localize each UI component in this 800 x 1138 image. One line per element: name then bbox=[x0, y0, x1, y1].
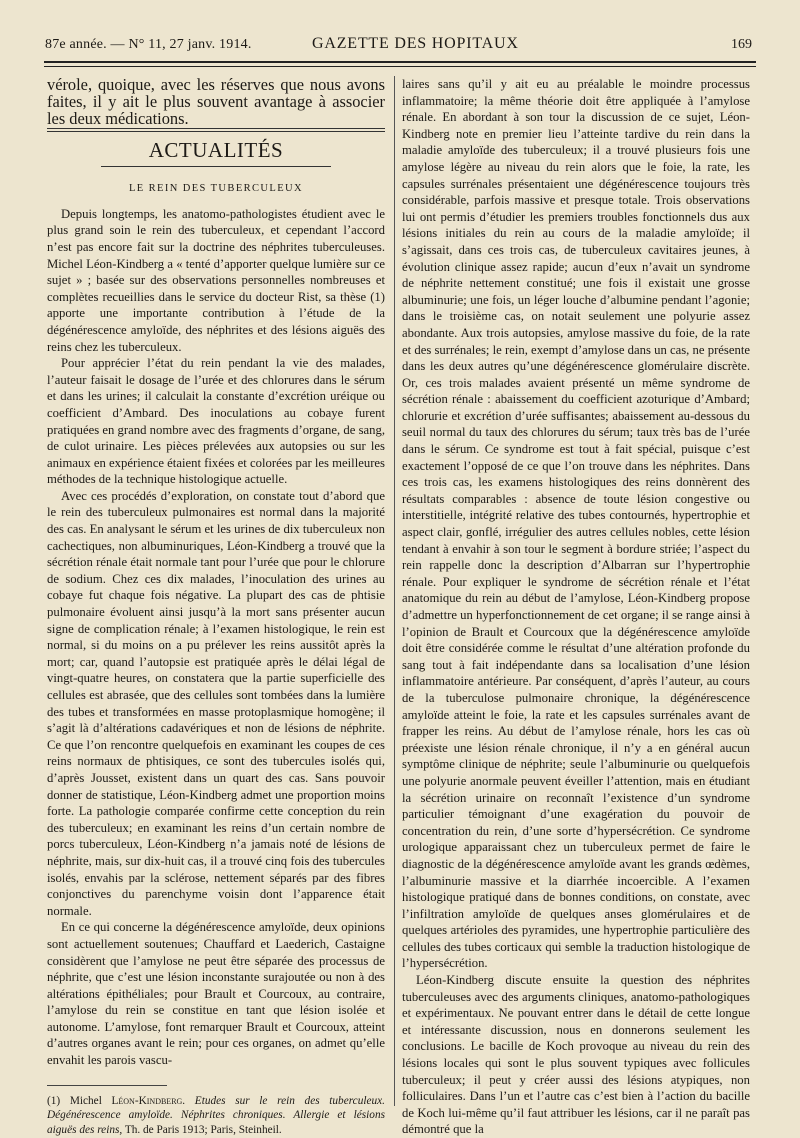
footnote bbox=[47, 1094, 385, 1138]
header-rule bbox=[44, 61, 756, 63]
header-rule-thin bbox=[44, 66, 756, 67]
paragraph: Léon-Kindberg discute ensuite la question des néphrites tuberculeuses avec des arguments cliniques, anatomo-pathologiques et expérimentaux. Ne pouvant entrer dans le détail de cette longue et intéressante discussion, nous en donnerons seulement les conclusions. Le bacille de Koch provoque au niveau du rein des lésions locales qui sont le plus souvent typiques avec follicules tuberculeux; il peut y créer aussi des lésions atypiques, non folliculaires. Dans l’un et l’autre cas c’est bien à l’action du bacille de Koch lui-même qu’il faut attribuer les lésions, car il ne paraît pas démontré que la bbox=[402, 973, 750, 1137]
left-column bbox=[47, 76, 385, 1138]
section-title: ACTUALITÉS bbox=[148, 137, 284, 162]
footnote-rule bbox=[47, 1085, 167, 1086]
footnote-publication: Th. de Paris 1913; Paris, Steinheil. bbox=[124, 1124, 282, 1137]
paragraph: Pour apprécier l’état du rein pendant la vie des malades, l’auteur faisait le dosage de l’urée et des chlorures dans le sérum et dans les urines; il calculait la constante d’excrétion uréique ou coefficient d’Ambard. Des inoculations au cobaye furent pratiquées en grand nombre avec des fragments d’organe, de sang, de culot urinaire. Les pièces prélevées aux autopsies ou sur les animaux en expérience étaient fixées et colorées par les meilleures méthodes de la technique histologique actuelle. bbox=[47, 356, 385, 487]
section-divider bbox=[47, 128, 385, 132]
paragraph: Depuis longtemps, les anatomo-pathologistes étudient avec le plus grand soin le rein des tuberculeux, et cependant l’accord n’est pas encore fait sur la doctrine des néphrites tuberculeuses. Michel Léon-Kindberg a « tenté d’apporter quelque lumière sur ce sujet » ; basée sur des observations personnelles nombreuses et complètes recueillies dans le service du docteur Rist, sa thèse (1) apporte une importante contribution à l’étude de la dégénérescence amyloïde, des néphrites et des lésions aiguës des reins chez les tuberculeux. bbox=[47, 206, 385, 354]
header-page-number: 169 bbox=[731, 37, 752, 52]
column-divider bbox=[394, 76, 395, 1106]
paragraph: Avec ces procédés d’exploration, on constate tout d’abord que le rein des tuberculeux pulmonaires est normal dans la majorité des cas. En analysant le sérum et les urines de dix tuberculeux non cachectiques, non albuminuriques, Léon-Kindberg a trouvé que la sécrétion rénale était normale tant pour l’urée que pour le chlorure de sodium. Chez ces dix malades, l’inoculation des urines au cobaye fut chaque fois négative. La plupart des cas de phtisie pulmonaire évoluent ainsi jusqu’à la mort sans présenter aucun signe de complication rénale; à l’examen histologique, le rein est normal, si du moins on a pu prélever les reins aussitôt après la mort; car, quand l’autopsie est pratiquée après le délai légal de vingt-quatre heures, on constatera que la partie superficielle des cellules est abrasée, que des cellules sont tombées dans la lumière des tubes et transformées en masse protoplasmique homogène; il s’agit là d’altérations cadavériques et non de lésions de néphrite. Ce que l’on rencontre quelquefois en examinant les coupes de ces reins normaux de phtisiques, ce sont des tubercules isolés qui, d’après Jousset, existent dans un quart des cas. Sans pouvoir donner de statistique, Léon-Kindberg admet une proportion moins forte. La pathologie comparée confirme cette conception du rein des tuberculeux; en examinant les reins d’un certain nombre de porcs tuberculeux, Léon-Kindberg n’a jamais noté de lésions de néphrite, mais, sur dix-huit cas, il a trouvé cinq fois des tubercules isolés, envahis par la sclérose, nettement séparés par des fibres conjonctives du parenchyme voisin dont l’apparence était normale. bbox=[47, 488, 385, 918]
header-issue-info: 87e année. — N° 11, 27 janv. 1914. bbox=[45, 37, 252, 52]
title-rule bbox=[101, 166, 331, 167]
footnote-marker: (1) Michel bbox=[47, 1094, 102, 1107]
footnote-title: Etudes sur le rein des tuberculeux. Dégénérescence amyloïde. Néphrites chroniques. Allergie et lésions aiguës des reins, bbox=[47, 1094, 385, 1137]
footnote-author: Léon-Kindberg. bbox=[111, 1094, 186, 1107]
paragraph: En ce qui concerne la dégénérescence amyloïde, deux opinions sont actuellement soutenues; Chauffard et Laederich, Castaigne considèrent que l’amylose ne peut être séparée des processus de néphrite, que c’est une lésion inconstante surajoutée ou non à des altérations épithéliales; pour Brault et Courcoux, au contraire, l’amylose du rein se constitue en tant que lésion isolée et autonome. L’amylose, font remarquer Brault et Courcoux, atteint d’autres organes avant le rein; pour ces organes, on admet qu’elle envahit les parois vascu- bbox=[47, 920, 385, 1068]
header-journal-title: GAZETTE DES HOPITAUX bbox=[312, 35, 519, 52]
article-title: LE REIN DES TUBERCULEUX bbox=[128, 183, 304, 195]
right-column bbox=[402, 76, 750, 1138]
previous-article-ending: vérole, quoique, avec les réserves que nous avons faites, il y ait le plus souvent avantage à associer les deux médications. bbox=[47, 75, 385, 129]
paragraph: laires sans qu’il y ait eu au préalable le moindre processus inflammatoire; la même théorie doit être appliquée à l’amylose rénale. En abordant à son tour la discussion de ce sujet, Léon-Kindberg note en premier lieu l’atteinte tardive du rein dans la maladie amyloïde des tuberculeux; il a trouvé plusieurs fois une amylose légère au niveau du rein alors que le foie, la rate, les capsules surrénales présentaient une dégénérescence toujours très considérable, parfois massive et presque totale. Trois observations lui ont permis d’étudier les premiers troubles fonctionnels dus aux lésions initiales du rein au cours de la maladie amyloïde; il s’agissait, dans ces trois cas, de tuberculeux cavitaires jeunes, à évolution clinique assez rapide; aucun d’eux n’avait un syndrome de néphrite nettement constitué; une fois il existait une grosse albuminurie; une fois, un léger louche d’albumine pendant l’agonie; dans le troisième cas, on notait seulement une polyurie assez abondante. Aux trois autopsies, amylose massive du foie, de la rate et des surrénales; le rein, exempt d’amylose dans un cas, ne présente dans les deux autres qu’une dégénérescence glomérulaire discrète. Or, ces trois malades avaient présenté un même syndrome de sécrétion rénale : abaissement du coefficient azoturique d’Ambard; chlorurie et excrétion d’urée suffisantes; abaissement au-dessous du seuil normal du taux des chlorures du sérum; taux très bas de l’urée dans le sérum. Ce syndrome est tout à fait spécial, puisque c’est exactement l’opposé de ce que l’on trouve dans les néphrites. Dans ces trois cas, les examens histologiques des reins donnèrent des résultats comparables : absence de toute lésion congestive ou interstitielle, intégrité relative des tubes contournés, hypertrophie et aspect clair, gonflé, irrégulier des autres cellules nobles, cette lésion tendant à envahir à son tour le segment à bordure striée; l’aspect du rein rappelle donc la description d’Albarran sur l’hypertrophie rénale. Pour expliquer le syndrome de sécrétion rénale et l’état anatomique du rein au début de l’amylose, Léon-Kindberg propose d’admettre un hyperfonctionnement de cet organe; il se range ainsi à l’opinion de Brault et Courcoux que la dégénérescence amyloïde doit être considérée comme le résultat d’une altération profonde du sang tout à fait indépendante dans sa localisation d’une lésion inflammatoire antérieure. Par conséquent, d’après l’auteur, au cours de la tuberculose pulmonaire chronique, la dégénérescence amyloïde atteint le foie, la rate et les capsules surrénales avant de frapper les reins. Au début de l’amylose rénale, hors les cas où préexiste une lésion rénale chronique, il n’y a en général aucun symptôme clinique de néphrite; seule l’albuminurie ou quelquefois une polyurie anormale peuvent éveiller l’attention, mais en étudiant la sécrétion urinaire on reconnaît l’existence d’un syndrome particulier témoignant d’une exagération du pouvoir de concentration du rein, d’une sorte d’hypersécrétion. Ce syndrome urologique apparaissant chez un tuberculeux permet de faire le diagnostic de la dégénérescence amyloïde avant les grands œdèmes, l’albuminurie massive et la diarrhée incoercible. A l’examen histologique pratiqué dans de bonnes conditions, on constate, avec l’infiltration amyloïde de quelques anses glomérulaires et de quelques artérioles des pyramides, une hypertrophie particulière des cellules des tubes corticaux qui semble la traduction histologique de l’hypersécrétion. bbox=[402, 77, 750, 971]
